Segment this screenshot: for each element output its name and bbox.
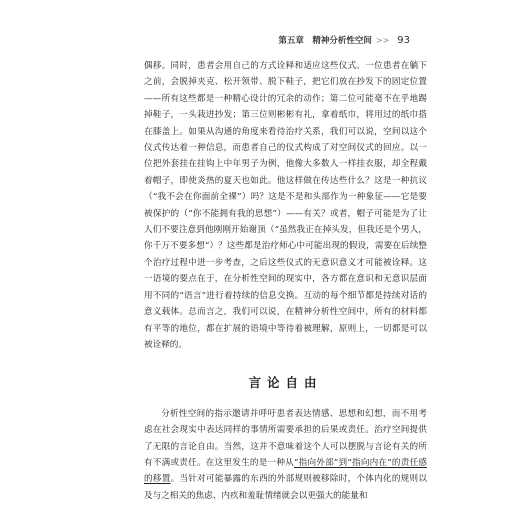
chapter-title: 第五章 精神分析性空间 (278, 36, 372, 46)
section-heading: 言论自由 (248, 375, 323, 391)
paragraph-2-text-a: 分析性空间的指示邀请并呼吁患者表达情感、思想和幻想，而不用考虑在社会现实中表达同样的事情所需要承担的后果或责任。治疗空间提供了无限的言论自由。当然，这并不意味着这个人可以摆脱与言论有关的所有不满或责任。在这里发生的是一种从 (144, 408, 427, 468)
running-header (278, 34, 410, 46)
page-body (144, 58, 427, 504)
paragraph-2-text-b: 。当针对可能暴露的东西的外部规则被移除时，个体内化的规则以及与之相关的焦虑、内疚和羞耻情绪就会以更强大的能量和 (144, 474, 427, 501)
body-paragraph-1: 偶移。同时，患者会用自己的方式诠释和适应这些仪式。一位患者在躺下之前，会脱掉夹克、松开领带、脱下鞋子，把它们放在抄发下的固定位置——所有这些都是一种精心设计的冗余的动作；第二位可能毫不在乎地踢掉鞋子，一头栽进抄发；第三位则彬彬有礼，拿着纸巾，将用过的纸巾搭在膝盖上。如果从沟通的角度来看待治疗关系，我们可以说，空间以这个仪式传达着一种信息，而患者自己的仪式构成了对空间仪式的回应。以一位把外套挂在挂钩上中年男子为例，他像大多数人一样挂衣服，却全程戴着帽子，即使炎热的夏天也如此。他这样做在传达些什么？这是一种抗议（“我不会在你面前全裸”）吗？这是不是和头部作为一种象征——它是要被保护的（“你不能拥有我的思想”）——有关？或者，帽子可能是为了让人们不要注意到他刚刚开始谢顶（“虽然我正在掉头发，但我还是个男人，你千万不要多想”）？这些都是治疗师心中可能出现的假设，需要在后续整个治疗过程中进一步考查，之后这些仪式的无意识意义才可能被诠释。这一语境的要点在于，在分析性空间的现实中，各方都在意识和无意识层面用不同的“语言”进行着持续的信息交换。互动的每个细节都是持续对话的意义载体。总而言之，我们可以说，在精神分析性空间中，所有的材料都有平等的地位，都在扩展的语境中等待着被理解，原则上，一切都是可以被诠释的。 (144, 61, 427, 350)
header-separator: >> (375, 35, 390, 45)
body-paragraph-2 (144, 406, 427, 504)
page-number: 93 (397, 34, 410, 46)
underlined-phrase: “指向外部”到“指向内在”的责任感的移置 (144, 457, 427, 485)
